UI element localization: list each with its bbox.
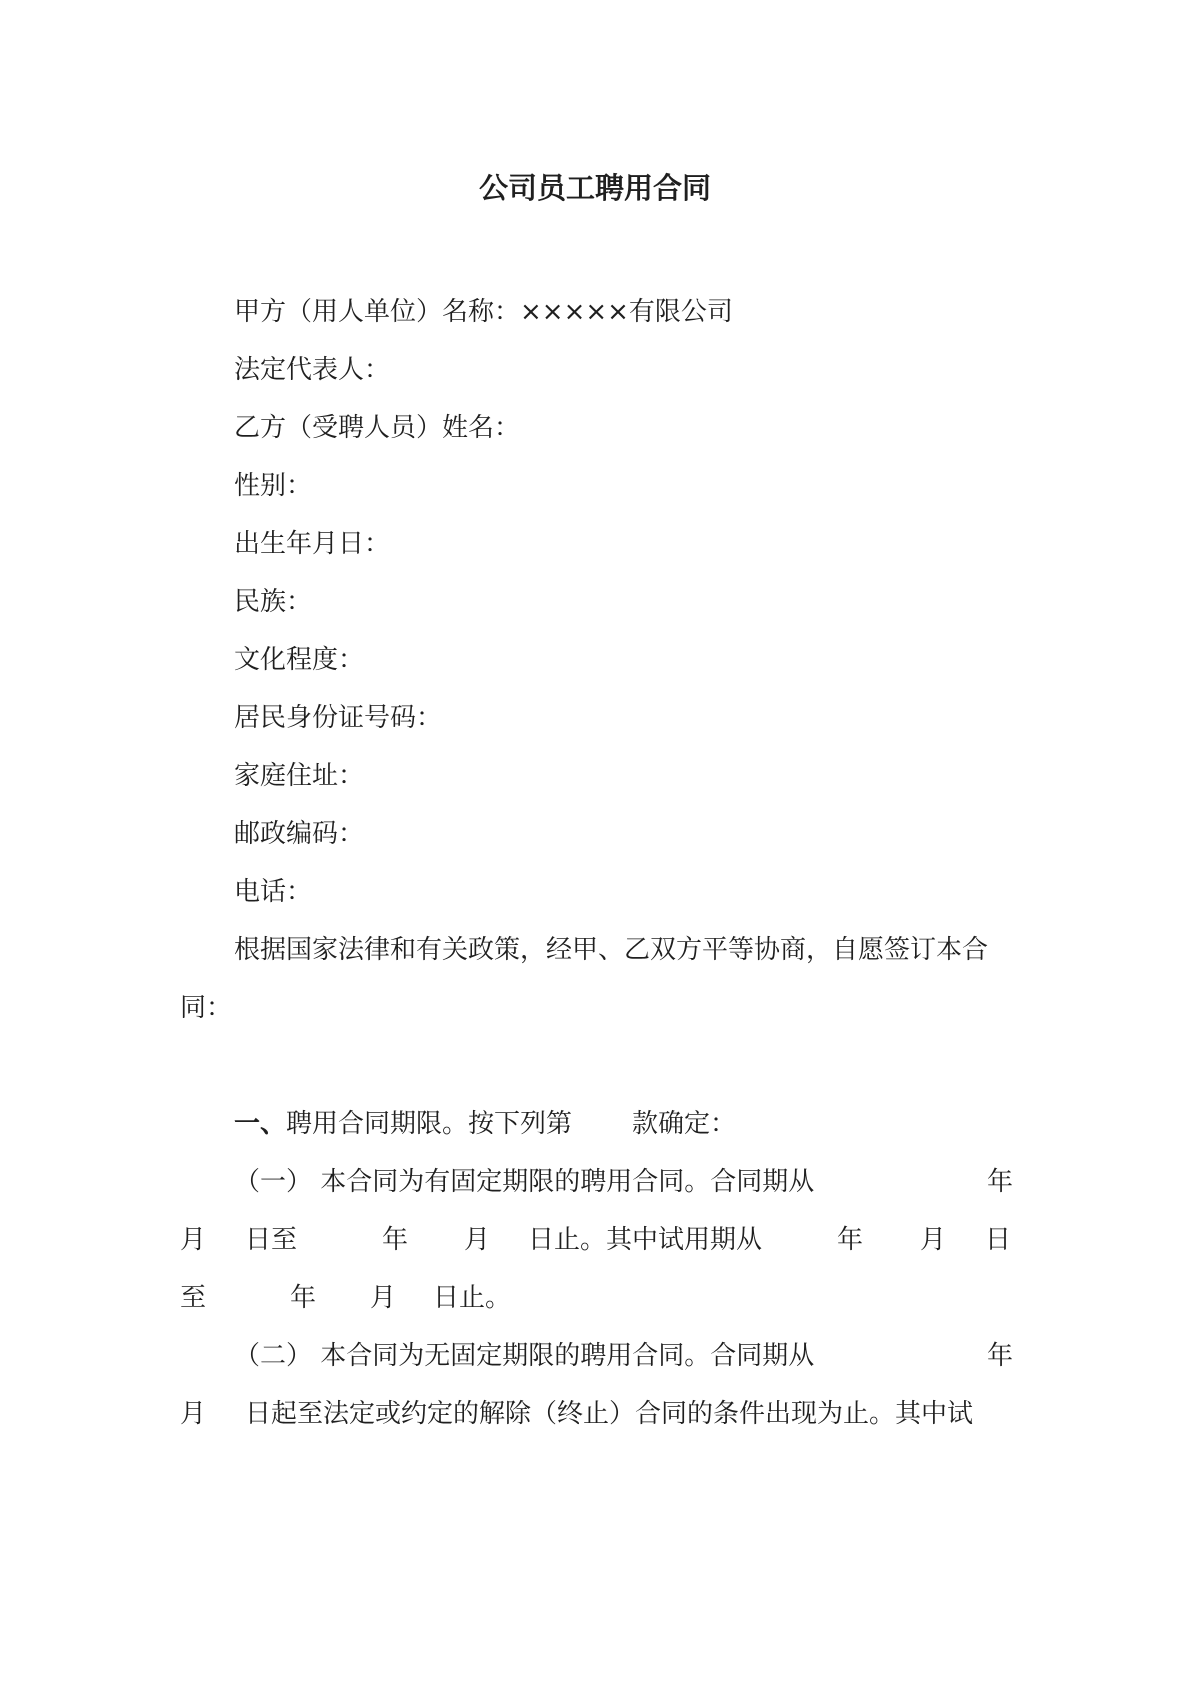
section-1-heading <box>234 1106 736 1142</box>
clause-2-line-1: （二） 本合同为无固定期限的聘用合同。合同期从 <box>234 1341 815 1371</box>
clause-2-line-2: 日起至法定或约定的解除（终止）合同的条件出现为止。其中试 <box>245 1399 974 1429</box>
clause-1-line-1 <box>234 1164 814 1200</box>
clause-1-word: 日至 <box>245 1225 298 1255</box>
clause-1-year-label: 年 <box>987 1167 1014 1197</box>
postcode-line: 邮政编码： <box>234 819 365 849</box>
section-1-text-b: 款确定： <box>632 1109 737 1139</box>
clause-1-word: 日 <box>985 1225 1012 1255</box>
legal-representative-line: 法定代表人： <box>234 355 391 385</box>
clause-1-word: 年 <box>837 1225 864 1255</box>
party-a-line: 甲方（用人单位）名称：×××××有限公司 <box>234 297 733 327</box>
clause-1-word: 年 <box>290 1283 317 1313</box>
gender-line: 性别： <box>234 471 313 501</box>
clause-2-month-label: 月 <box>180 1399 207 1429</box>
clause-1-word: 年 <box>382 1225 409 1255</box>
clause-1-word: 月 <box>464 1225 491 1255</box>
clause-2-year-label: 年 <box>987 1341 1014 1371</box>
section-1-number: 一、 <box>234 1109 287 1139</box>
clause-1-word: 月 <box>920 1225 947 1255</box>
id-number-line: 居民身份证号码： <box>234 703 443 733</box>
clause-1-word: 月 <box>180 1225 207 1255</box>
clause-1-text: （一） 本合同为有固定期限的聘用合同。合同期从 <box>234 1167 815 1197</box>
clause-1-word: 日止。其中试用期从 <box>528 1225 763 1255</box>
clause-1-word: 月 <box>370 1283 397 1313</box>
clause-1-word: 至 <box>180 1283 207 1313</box>
preamble-line-2: 同： <box>180 993 233 1023</box>
clause-1-word: 日止。 <box>433 1283 512 1313</box>
phone-line: 电话： <box>234 877 313 907</box>
ethnicity-line: 民族： <box>234 587 313 617</box>
preamble-line-1: 根据国家法律和有关政策，经甲、乙双方平等协商，自愿签订本合 <box>234 935 989 965</box>
party-b-line: 乙方（受聘人员）姓名： <box>234 413 521 443</box>
education-line: 文化程度： <box>234 645 365 675</box>
document-title: 公司员工聘用合同 <box>478 171 711 205</box>
home-address-line: 家庭住址： <box>234 761 365 791</box>
section-1-text-a: 聘用合同期限。按下列第 <box>286 1109 573 1139</box>
birth-date-line: 出生年月日： <box>234 529 391 559</box>
